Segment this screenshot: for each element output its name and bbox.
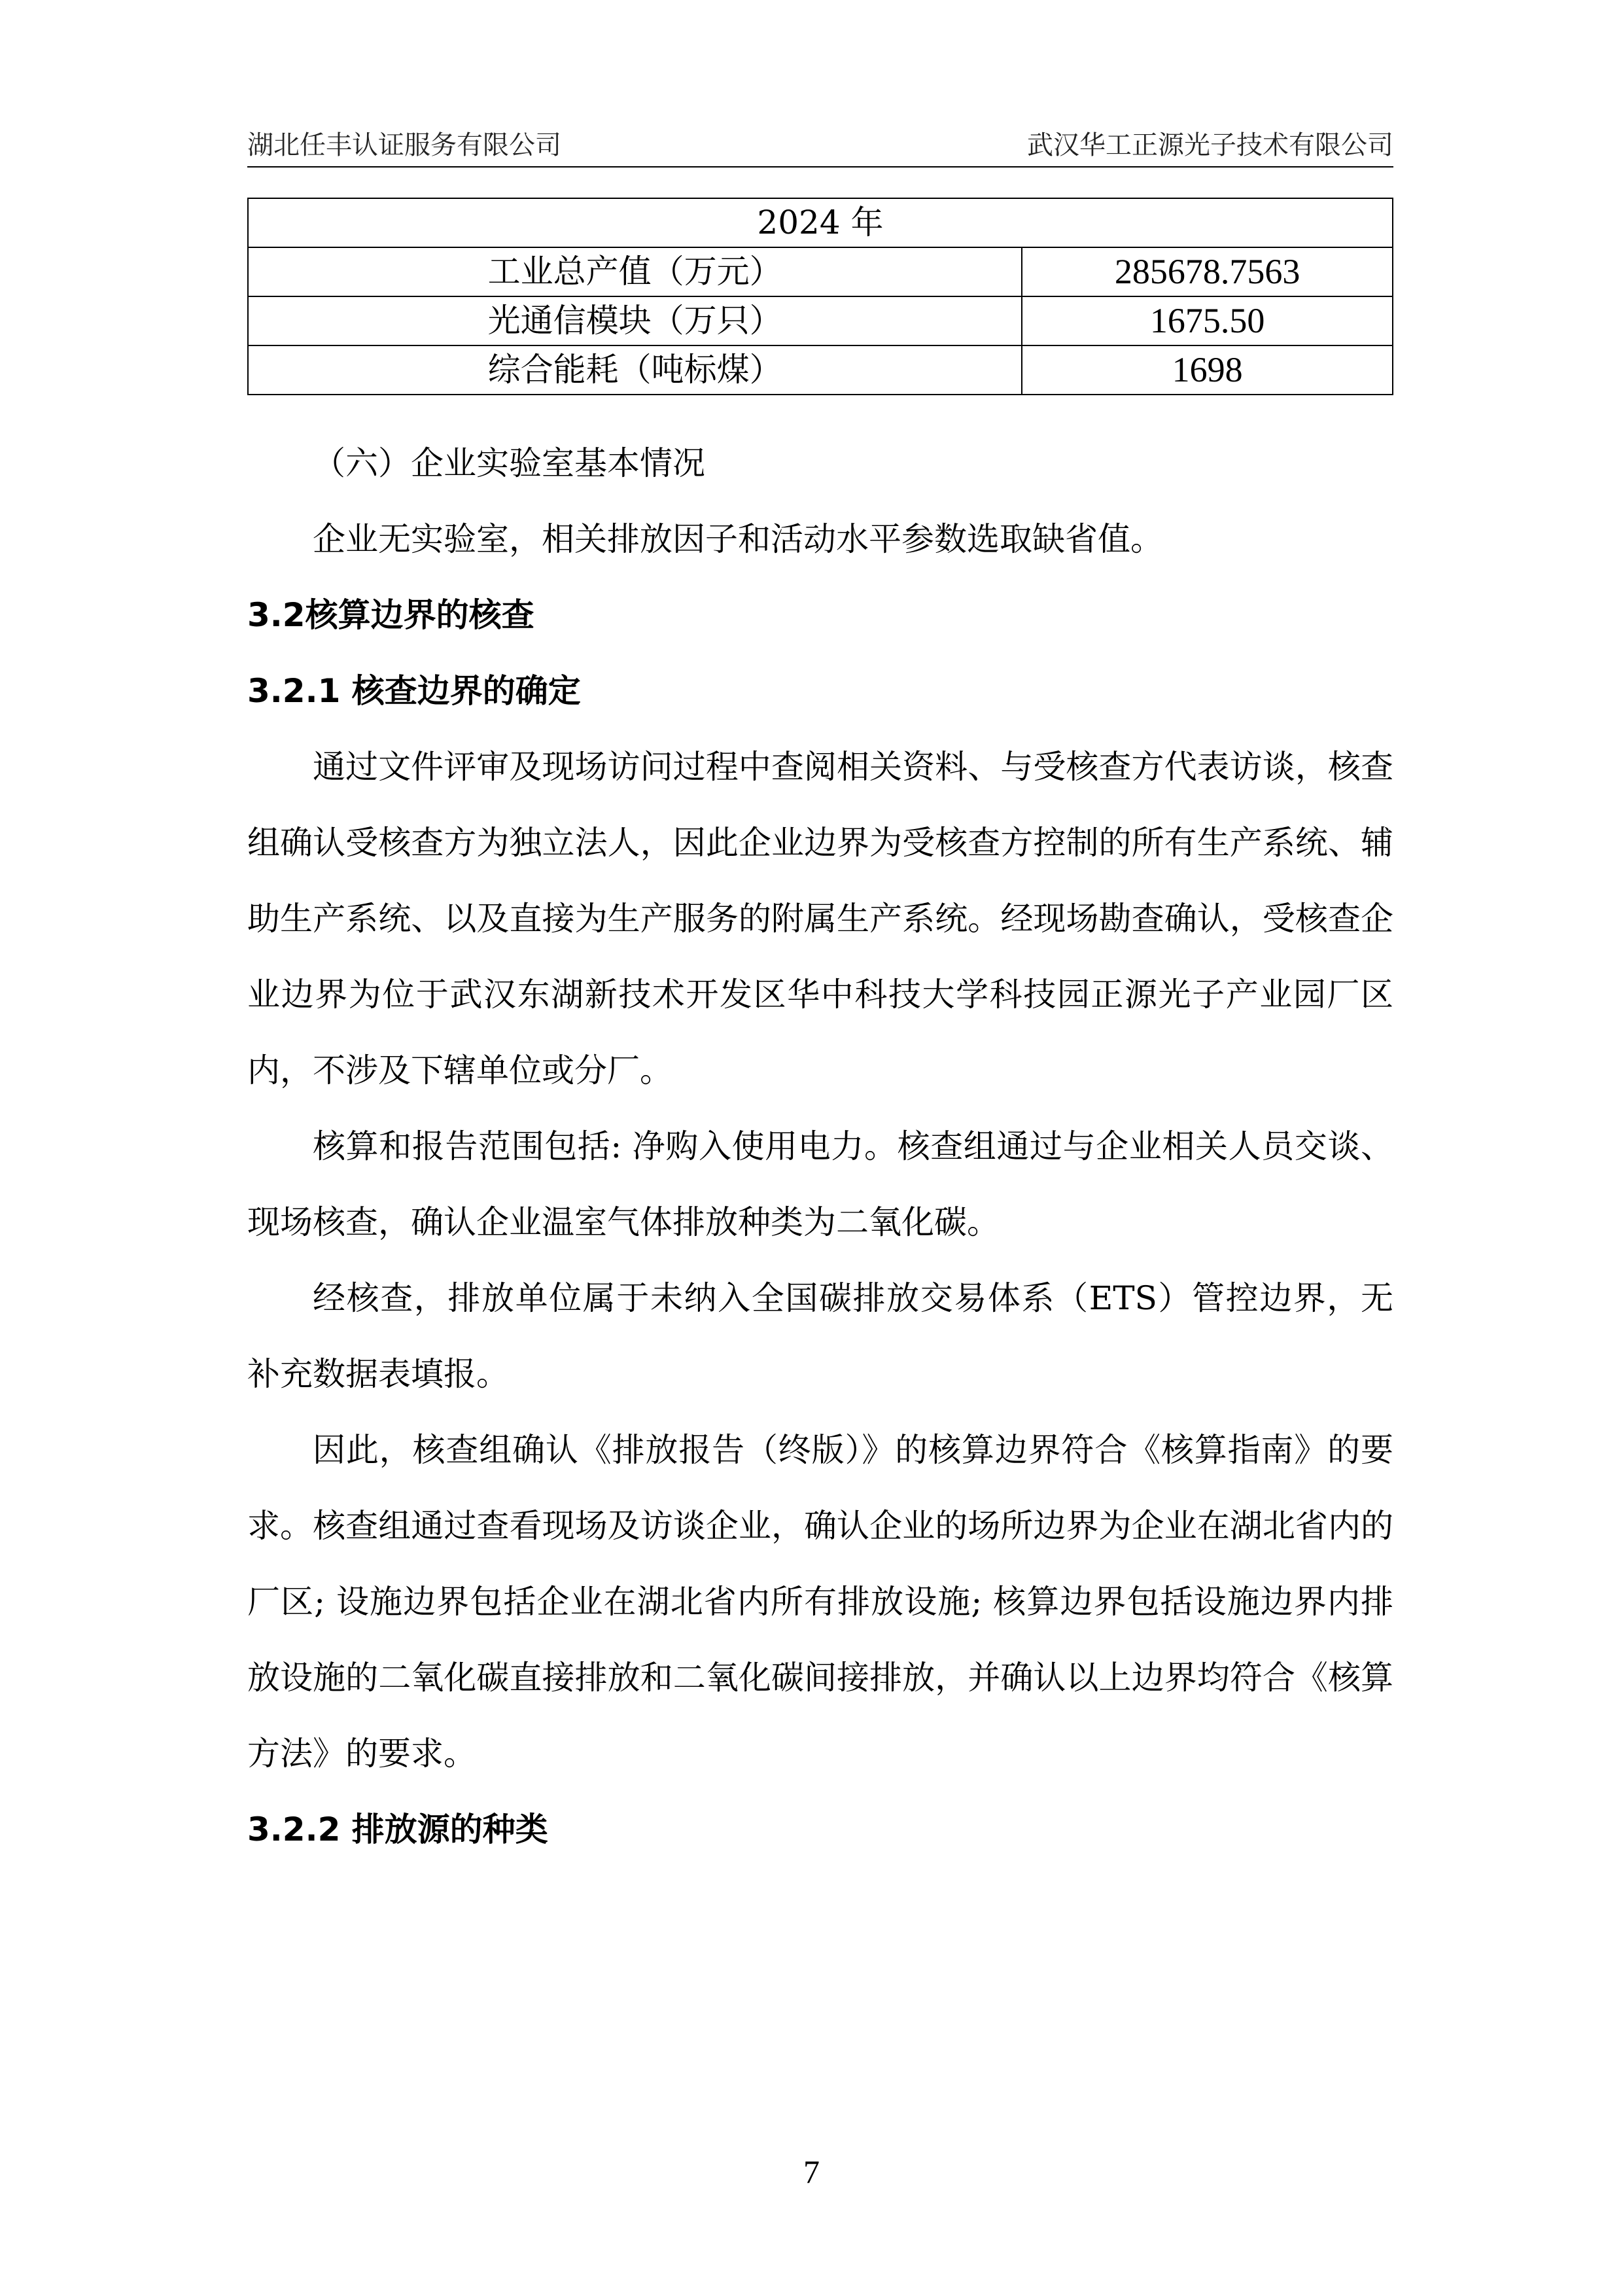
page-number: 7	[803, 2153, 820, 2190]
section-6-text: 企业无实验室，相关排放因子和活动水平参数选取缺省值。	[313, 520, 1163, 558]
section-3-2-1-heading: 3.2.1 核查边界的确定	[247, 672, 581, 710]
table-cell-value: 285678.7563	[1022, 247, 1393, 296]
table-row	[248, 247, 1393, 296]
section-3-2-2-heading: 3.2.2 排放源的种类	[247, 1810, 548, 1848]
table-row	[248, 296, 1393, 345]
boundary-paragraph-4: 因此，核查组确认《排放报告（终版）》的核算边界符合《核算指南》的要求。核查组通过查看现场及访谈企业，确认企业的场所边界为企业在湖北省内的厂区; 设施边界包括企业在湖北省内所有排放设施; 核算边界包括设施边界内排放设施的二氧化碳直接排放和二氧化碳间接排放，并确认以上边界均符合《核算方法》的要求。	[247, 1431, 1393, 1773]
header-right-org: 武汉华工正源光子技术有限公司	[1027, 130, 1393, 160]
table-row	[248, 198, 1393, 247]
header-divider	[247, 166, 1393, 168]
header-left-org: 湖北任丰认证服务有限公司	[247, 130, 561, 160]
table-cell-value: 1675.50	[1022, 296, 1393, 345]
table-row	[248, 345, 1393, 395]
table-cell-label: 综合能耗（吨标煤）	[248, 345, 1022, 395]
table-year-header: 2024 年	[248, 198, 1393, 247]
production-stats-table	[247, 198, 1393, 395]
document-body	[247, 425, 1393, 1867]
section-3-2-heading: 3.2核算边界的核查	[247, 596, 534, 634]
boundary-paragraph-3: 经核查，排放单位属于未纳入全国碳排放交易体系（ETS）管控边界，无补充数据表填报。	[247, 1279, 1393, 1393]
table-cell-value: 1698	[1022, 345, 1393, 395]
section-6-heading: （六）企业实验室基本情况	[313, 444, 705, 482]
page-header	[247, 124, 1393, 164]
boundary-paragraph-1: 通过文件评审及现场访问过程中查阅相关资料、与受核查方代表访谈，核查组确认受核查方为独立法人，因此企业边界为受核查方控制的所有生产系统、辅助生产系统、以及直接为生产服务的附属生产系统。经现场勘查确认，受核查企业边界为位于武汉东湖新技术开发区华中科技大学科技园正源光子产业园厂区内，不涉及下辖单位或分厂。	[247, 748, 1393, 1089]
table-cell-label: 光通信模块（万只）	[248, 296, 1022, 345]
table-cell-label: 工业总产值（万元）	[248, 247, 1022, 296]
boundary-paragraph-2: 核算和报告范围包括: 净购入使用电力。核查组通过与企业相关人员交谈、现场核查，确认企业温室气体排放种类为二氧化碳。	[247, 1127, 1393, 1241]
